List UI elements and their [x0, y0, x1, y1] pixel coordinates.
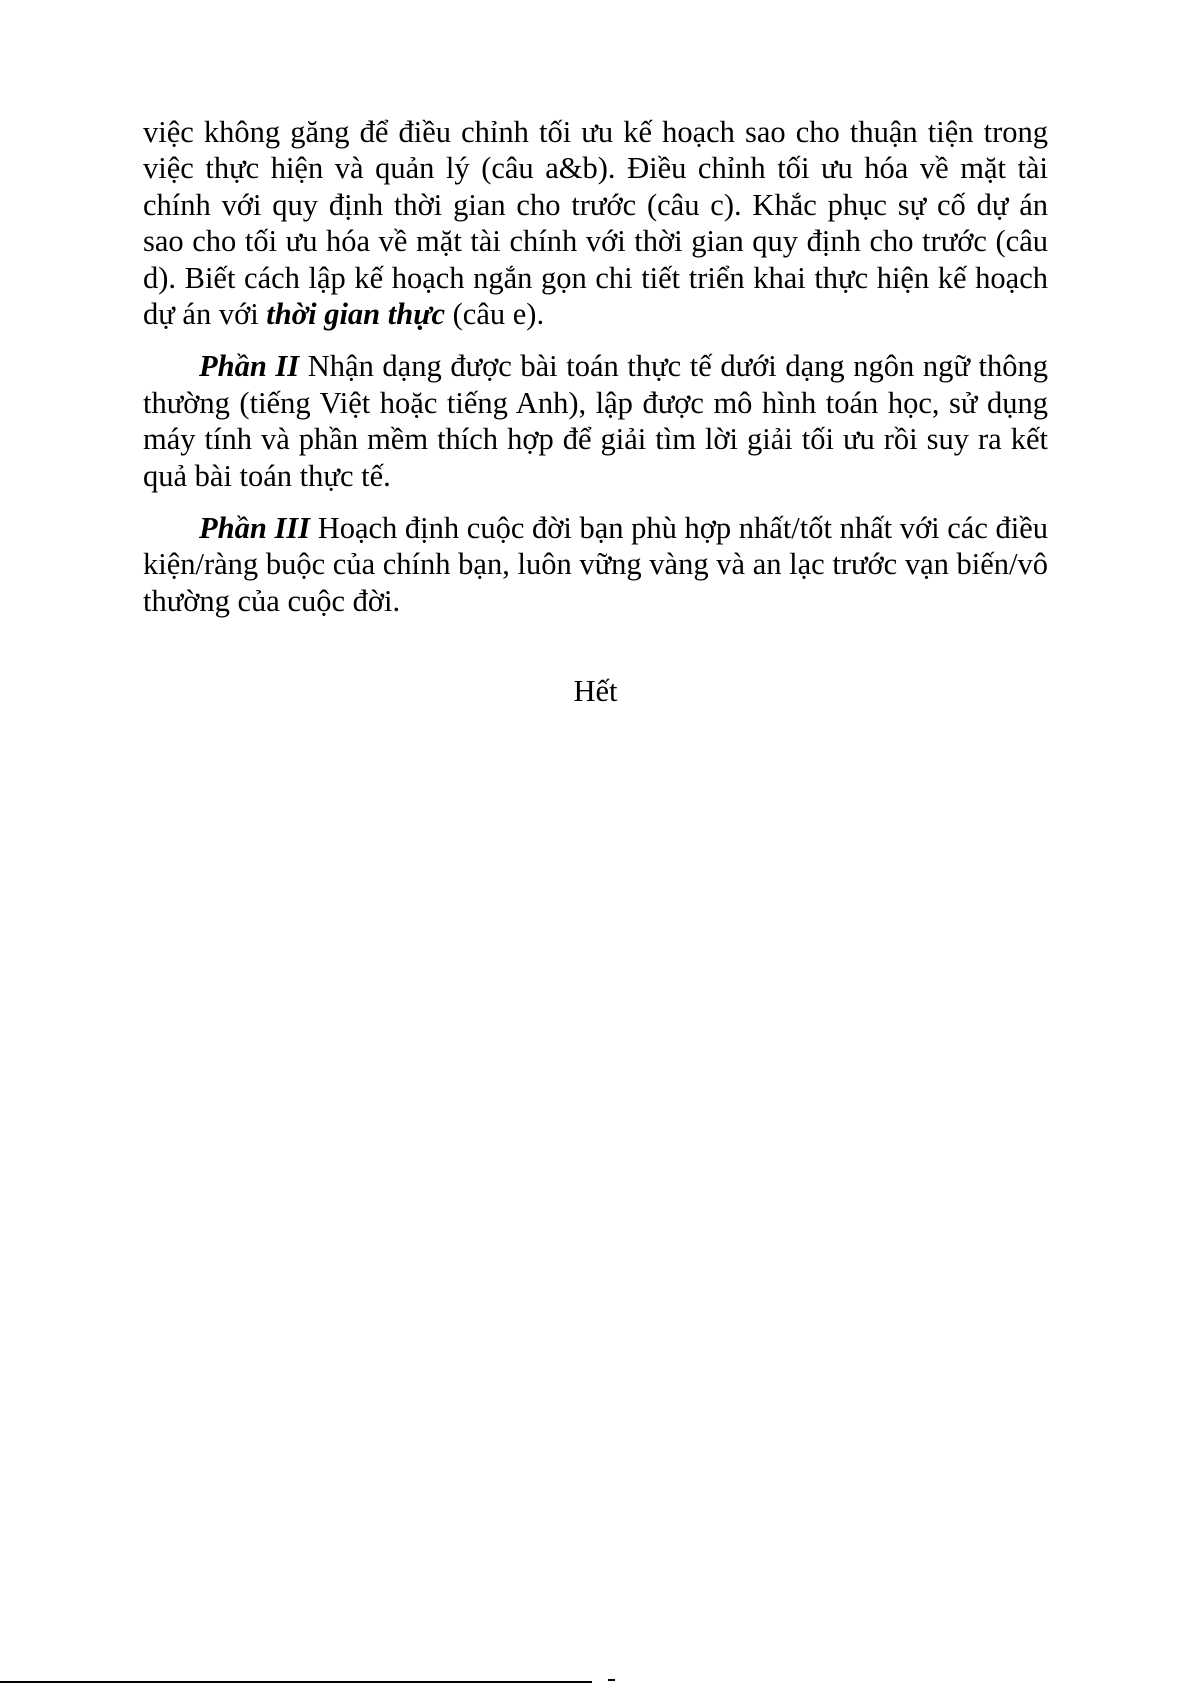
- end-mark: Hết: [573, 674, 618, 708]
- section-heading-part-2: Phần II: [199, 349, 300, 384]
- paragraph-text: Hoạch định cuộc đời bạn phù hợp nhất/tốt nhất với các điều kiện/ràng buộc của chính bạn, luôn vững vàng và an lạc trước vạn biến/vô thường của cuộc đời.: [143, 511, 1049, 618]
- paragraph-objectives-part-1: [143, 114, 1048, 332]
- section-heading-part-3: Phần III: [199, 511, 311, 546]
- footer-rule: [0, 1681, 592, 1683]
- paragraph-text: Nhận dạng được bài toán thực tế dưới dạng ngôn ngữ thông thường (tiếng Việt hoặc tiếng Anh), lập được mô hình toán học, sử dụng máy tính và phần mềm thích hợp để giải tìm lời giải tối ưu rồi suy ra kết quả bài toán thực tế.: [143, 349, 1048, 493]
- paragraph-text: việc không găng để điều chỉnh tối ưu kế hoạch sao cho thuận tiện trong việc thực hiện và quản lý (câu a&b). Điều chỉnh tối ưu hóa về mặt tài chính với quy định thời gian cho trước (câu c). Khắc phục sự cố dự án sao cho tối ưu hóa về mặt tài chính với thời gian quy định cho trước (câu d). Biết cách lập kế hoạch ngắn gọn chi tiết triển khai thực hiện kế hoạch dự án với: [143, 115, 1048, 332]
- footer-tick: [608, 1679, 615, 1681]
- document-body: [143, 114, 1048, 619]
- paragraph-text-end: (câu e).: [445, 297, 545, 332]
- emphasis-real-time: thời gian thực: [266, 297, 446, 332]
- paragraph-part-3: [143, 510, 1048, 619]
- paragraph-part-2: [143, 348, 1048, 494]
